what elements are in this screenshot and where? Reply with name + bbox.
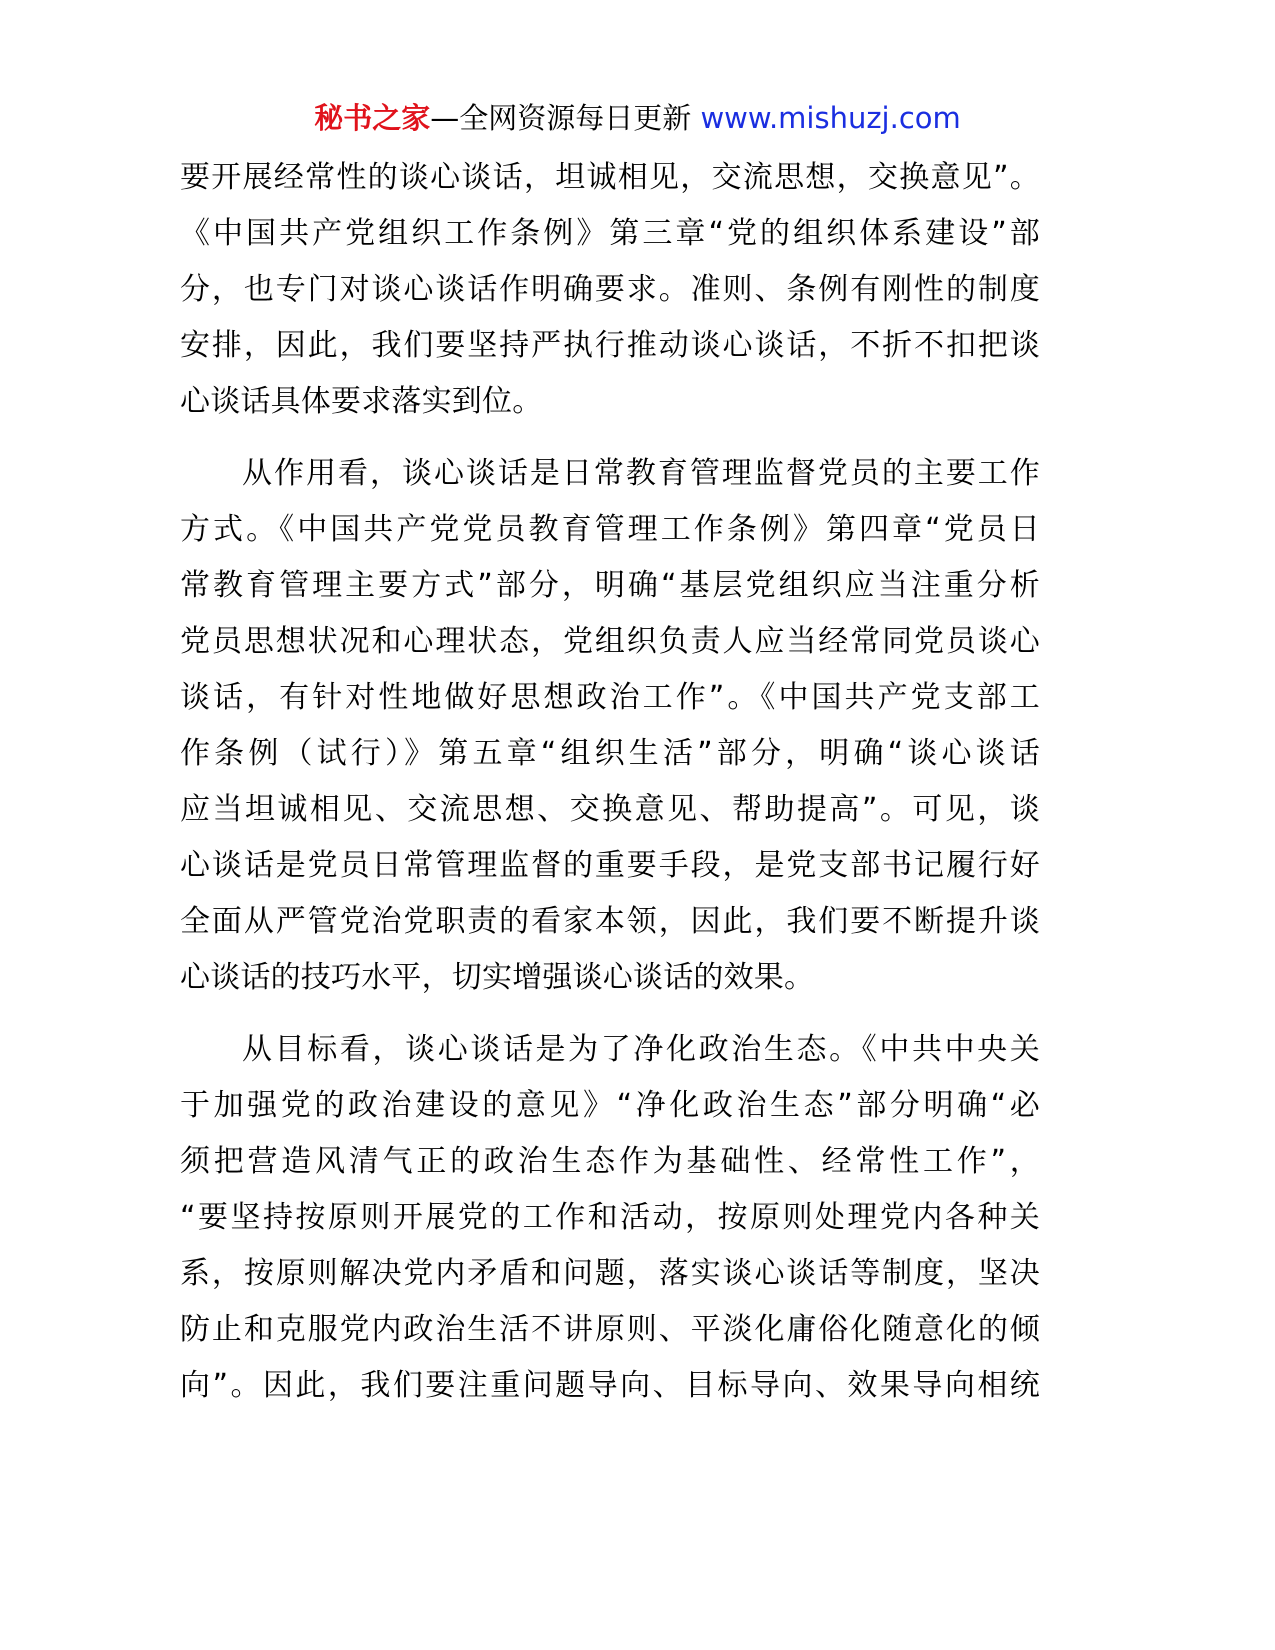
brand-name: 秘书之家: [314, 101, 431, 135]
text-line: 防止和克服党内政治生活不讲原则、平淡化庸俗化随意化的倾: [180, 1312, 1040, 1347]
site-header: [0, 98, 1275, 138]
text-line: “要坚持按原则开展党的工作和活动，按原则处理党内各种关: [180, 1200, 1040, 1235]
site-url-link[interactable]: www.mishuzj.com: [700, 101, 961, 135]
text-line: 方式。《中国共产党党员教育管理工作条例》第四章“党员日: [180, 512, 1040, 547]
text-line: 谈话，有针对性地做好思想政治工作”。《中国共产党支部工: [180, 680, 1040, 715]
text-line: 须把营造风清气正的政治生态作为基础性、经常性工作”，: [180, 1144, 1040, 1179]
text-line: 应当坦诚相见、交流思想、交换意见、帮助提高”。可见，谈: [180, 792, 1040, 827]
text-line: 全面从严管党治党职责的看家本领，因此，我们要不断提升谈: [180, 904, 1040, 939]
text-line: 《中国共产党组织工作条例》第三章“党的组织体系建设”部: [180, 216, 1040, 251]
text-line: 安排，因此，我们要坚持严执行推动谈心谈话，不折不扣把谈: [180, 328, 1040, 363]
text-line: 向”。因此，我们要注重问题导向、目标导向、效果导向相统: [180, 1368, 1040, 1403]
text-line: 从目标看，谈心谈话是为了净化政治生态。《中共中央关: [242, 1032, 1040, 1067]
text-line: 作条例（试行）》第五章“组织生活”部分，明确“谈心谈话: [180, 736, 1040, 771]
header-tagline: —全网资源每日更新: [430, 101, 701, 135]
paragraph-2: [180, 446, 1040, 1006]
text-line: 从作用看，谈心谈话是日常教育管理监督党员的主要工作: [242, 456, 1040, 491]
document-body: [180, 150, 1040, 1430]
text-line: 常教育管理主要方式”部分，明确“基层党组织应当注重分析: [180, 568, 1040, 603]
text-line: 于加强党的政治建设的意见》“净化政治生态”部分明确“必: [180, 1088, 1040, 1123]
text-line: 分，也专门对谈心谈话作明确要求。准则、条例有刚性的制度: [180, 272, 1040, 307]
text-line: 要开展经常性的谈心谈话，坦诚相见，交流思想，交换意见”。: [180, 160, 1040, 195]
text-line: 党员思想状况和心理状态，党组织负责人应当经常同党员谈心: [180, 624, 1040, 659]
text-line: 心谈话具体要求落实到位。: [180, 384, 543, 419]
text-line: 系，按原则解决党内矛盾和问题，落实谈心谈话等制度，坚决: [180, 1256, 1040, 1291]
paragraph-1: [180, 150, 1040, 430]
text-line: 心谈话是党员日常管理监督的重要手段，是党支部书记履行好: [180, 848, 1040, 883]
text-line: 心谈话的技巧水平，切实增强谈心谈话的效果。: [180, 960, 815, 995]
paragraph-3: [180, 1022, 1040, 1414]
